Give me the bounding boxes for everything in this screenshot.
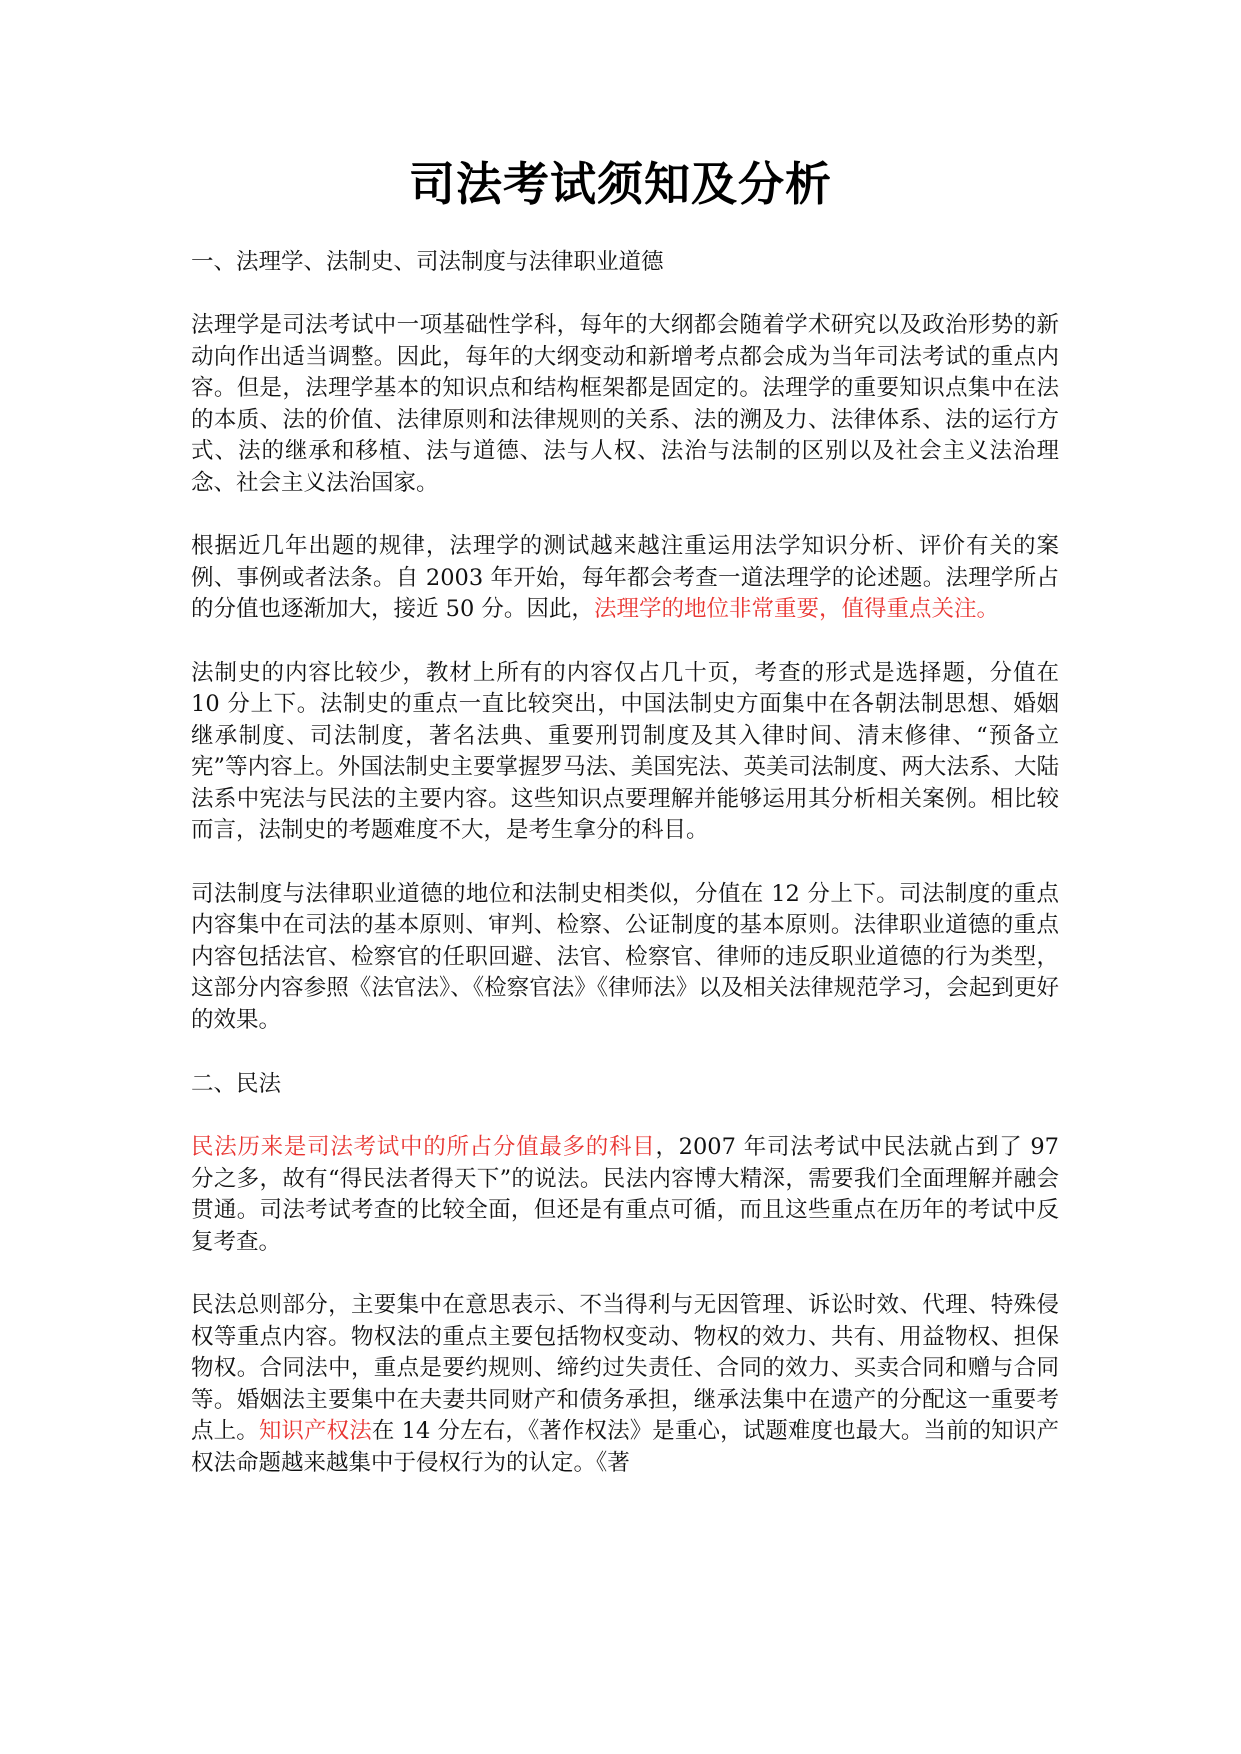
- document-title: 司法考试须知及分析: [409, 157, 832, 211]
- highlighted-text: 知识产权法: [258, 1418, 372, 1444]
- paragraph-text: ，2007 年司法考试中民法就占到了 97 分之多，故有“得民法者得天下”的说法。民法内容博大精深，需要我们全面理解并融会贯通。司法考试考查的比较全面，但还是有重点可循，而且这些重点在历年的考试中反复考查。: [191, 1134, 1059, 1255]
- section-heading-civil-law: 二、民法: [191, 1071, 282, 1097]
- paragraph-text: 在 14 分左右，《著作权法》是重心，试题难度也最大。当前的知识产权法命题越来越集中于侵权行为的认定。《著: [191, 1418, 1059, 1476]
- paragraph-judicial-system: 司法制度与法律职业道德的地位和法制史相类似，分值在 12 分上下。司法制度的重点内容集中在司法的基本原则、审判、检察、公证制度的基本原则。法律职业道德的重点内容包括法官、检察官的任职回避、法官、检察官、律师的违反职业道德的行为类型，这部分内容参照《法官法》、《检察官法》《律师法》以及相关法律规范学习，会起到更好的效果。: [191, 880, 1059, 1033]
- document-body: [191, 246, 1059, 1511]
- paragraph-jurisprudence-trend: [191, 531, 1059, 626]
- paragraph-civil-law-overview: [191, 1132, 1059, 1258]
- section-heading-jurisprudence: 一、法理学、法制史、司法制度与法律职业道德: [191, 249, 664, 275]
- highlighted-text: 法理学的地位非常重要，值得重点关注。: [593, 596, 999, 622]
- paragraph-civil-law-details: [191, 1290, 1059, 1479]
- paragraph-text: 根据近几年出题的规律，法理学的测试越来越注重运用法学知识分析、评价有关的案例、事例或者法条。自 2003 年开始，每年都会考查一道法理学的论述题。法理学所占的分值也逐渐加大，接近 50 分。因此，: [191, 533, 1059, 622]
- paragraph-legal-history: 法制史的内容比较少，教材上所有的内容仅占几十页，考查的形式是选择题，分值在 10 分上下。法制史的重点一直比较突出，中国法制史方面集中在各朝法制思想、婚姻继承制度、司法制度，著名法典、重要刑罚制度及其入律时间、清末修律、“预备立宪”等内容上。外国法制史主要掌握罗马法、美国宪法、英美司法制度、两大法系、大陆法系中宪法与民法的主要内容。这些知识点要理解并能够运用其分析相关案例。相比较而言，法制史的考题难度不大，是考生拿分的科目。: [191, 659, 1059, 843]
- paragraph-jurisprudence-overview: 法理学是司法考试中一项基础性学科，每年的大纲都会随着学术研究以及政治形势的新动向作出适当调整。因此，每年的大纲变动和新增考点都会成为当年司法考试的重点内容。但是，法理学基本的知识点和结构框架都是固定的。法理学的重要知识点集中在法的本质、法的价值、法律原则和法律规则的关系、法的溯及力、法律体系、法的运行方式、法的继承和移植、法与道德、法与人权、法治与法制的区别以及社会主义法治理念、社会主义法治国家。: [191, 312, 1059, 496]
- paragraph-text: 民法总则部分，主要集中在意思表示、不当得利与无因管理、诉讼时效、代理、特殊侵权等重点内容。物权法的重点主要包括物权变动、物权的效力、共有、用益物权、担保物权。合同法中，重点是要约规则、缔约过失责任、合同的效力、买卖合同和赠与合同等。婚姻法主要集中在夫妻共同财产和债务承担，继承法集中在遗产的分配这一重要考点上。: [191, 1292, 1059, 1444]
- highlighted-text: 民法历来是司法考试中的所占分值最多的科目: [191, 1134, 656, 1160]
